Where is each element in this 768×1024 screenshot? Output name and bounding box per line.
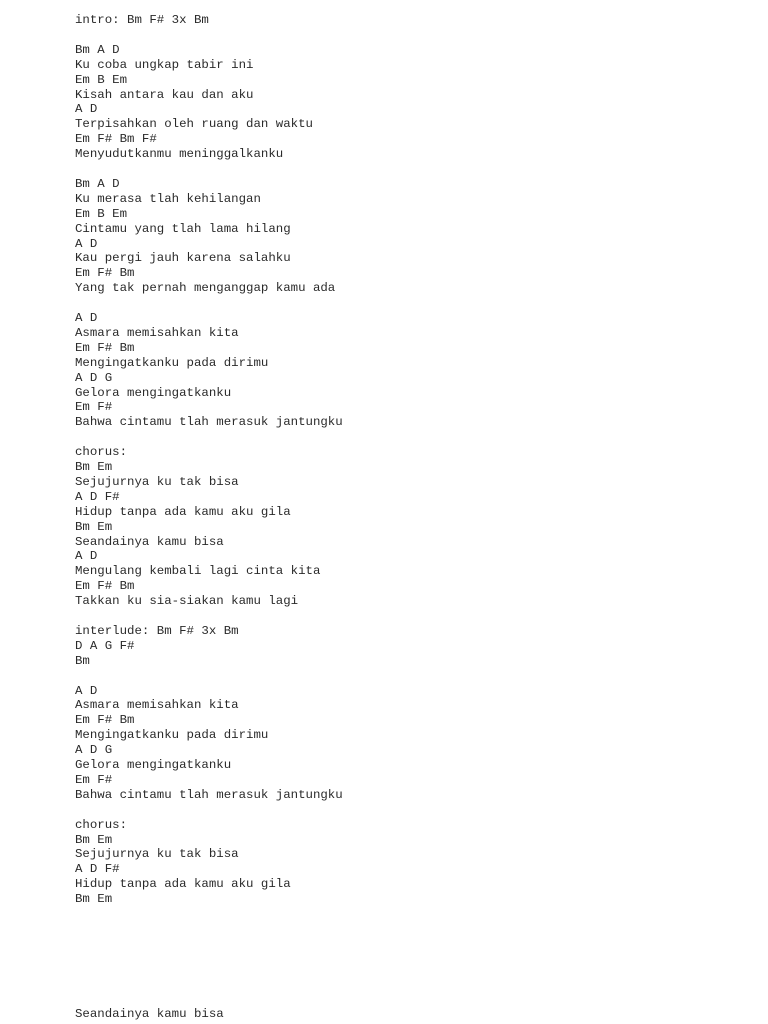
sheet-line: A D <box>75 683 98 698</box>
sheet-line: Hidup tanpa ada kamu aku gila <box>75 877 291 892</box>
sheet-line: Ku merasa tlah kehilangan <box>75 191 261 206</box>
sheet-line: A D <box>75 549 98 564</box>
sheet-line: Kisah antara kau dan aku <box>75 87 254 102</box>
sheet-line: Gelora mengingatkanku <box>75 758 232 772</box>
sheet-line: Asmara memisahkan kita <box>75 325 239 340</box>
sheet-line: D A G F# <box>75 638 135 653</box>
sheet-line: Bm Em <box>75 892 113 907</box>
sheet-line: A D F# <box>75 489 120 504</box>
sheet-line: Bm Em <box>75 519 113 534</box>
sheet-line: Em F# Bm <box>75 340 135 355</box>
sheet-line: Em F# Bm <box>75 713 135 728</box>
sheet-line: Em F# Bm <box>75 266 135 281</box>
sheet-line: Terpisahkan oleh ruang dan waktu <box>75 117 313 132</box>
sheet-line: Em B Em <box>75 72 128 87</box>
sheet-line: Bahwa cintamu tlah merasuk jantungku <box>75 787 343 802</box>
sheet-line: Menyudutkanmu meninggalkanku <box>75 147 284 162</box>
sheet-line: Gelora mengingatkanku <box>75 385 232 400</box>
sheet-line: Mengingatkanku pada dirimu <box>75 728 269 743</box>
sheet-line: Sejujurnya ku tak bisa <box>75 474 239 489</box>
sheet-line: Bm <box>75 653 90 668</box>
sheet-line: Mengingatkanku pada dirimu <box>75 355 269 370</box>
sheet-line: Bahwa cintamu tlah merasuk jantungku <box>75 415 343 430</box>
sheet-line: interlude: Bm F# 3x Bm <box>75 623 239 638</box>
sheet-line: Bm A D <box>75 176 120 191</box>
sheet-line: Sejujurnya ku tak bisa <box>75 847 239 862</box>
sheet-line: A D <box>75 102 98 117</box>
sheet-line: Cintamu yang tlah lama hilang <box>75 221 291 236</box>
sheet-line: Em F# <box>75 772 113 787</box>
sheet-line: Seandainya kamu bisa <box>75 534 224 549</box>
sheet-line: Bm Em <box>75 460 113 474</box>
sheet-line: Bm Em <box>75 832 113 847</box>
sheet-line: Em F# Bm F# <box>75 132 157 147</box>
sheet-line: Ku coba ungkap tabir ini <box>75 57 254 72</box>
lyric-line: Seandainya kamu bisa <box>75 1007 224 1021</box>
sheet-line: Bm A D <box>75 42 120 57</box>
sheet-line: Em B Em <box>75 206 128 221</box>
sheet-line: Mengulang kembali lagi cinta kita <box>75 564 321 579</box>
sheet-line: chorus: <box>75 445 128 460</box>
sheet-line: A D <box>75 236 98 251</box>
sheet-line: Em F# <box>75 400 113 415</box>
sheet-line: Em F# Bm <box>75 579 135 594</box>
sheet-line: A D <box>75 311 98 325</box>
sheet-line: Asmara memisahkan kita <box>75 698 239 713</box>
sheet-line: Kau pergi jauh karena salahku <box>75 251 291 266</box>
sheet-line: Hidup tanpa ada kamu aku gila <box>75 504 291 519</box>
sheet-line: Yang tak pernah menganggap kamu ada <box>75 281 336 296</box>
sheet-line: A D F# <box>75 862 120 877</box>
sheet-line: intro: Bm F# 3x Bm <box>75 13 209 27</box>
sheet-line: Takkan ku sia-siakan kamu lagi <box>75 594 299 609</box>
sheet-line: A D G <box>75 743 113 758</box>
sheet-line: chorus: <box>75 817 128 832</box>
sheet-line: A D G <box>75 370 113 385</box>
